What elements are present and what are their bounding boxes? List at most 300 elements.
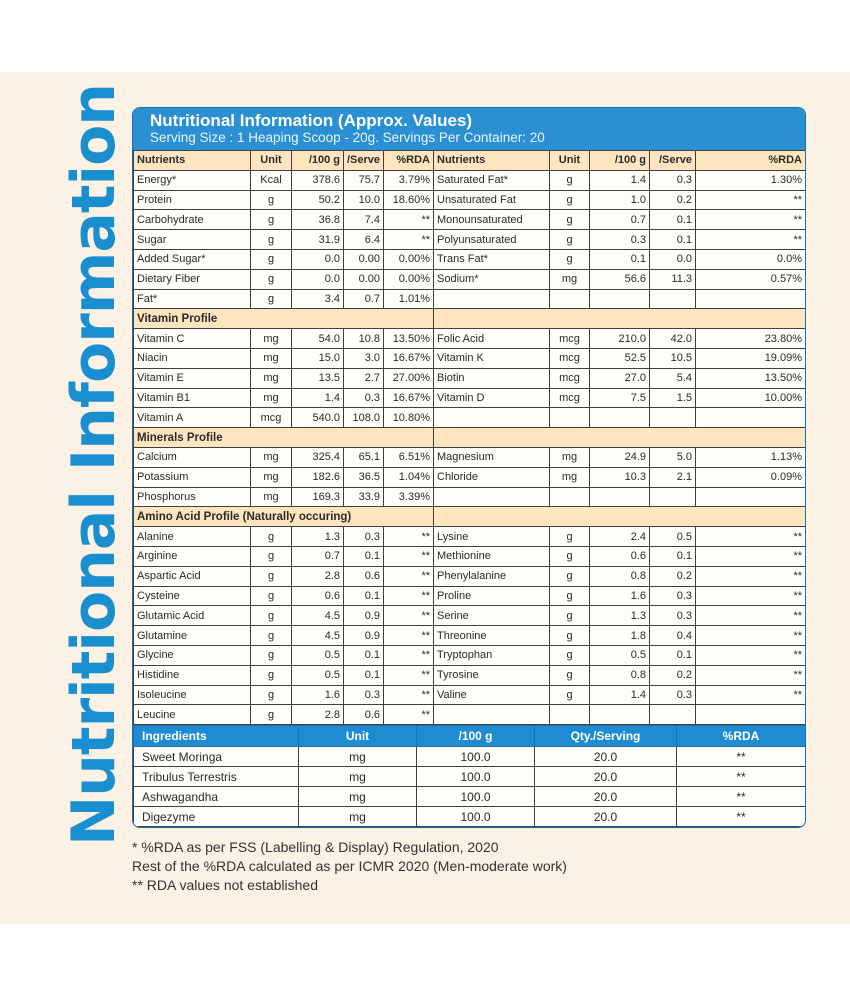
table-cell: 0.09%	[696, 467, 806, 487]
table-cell	[650, 289, 696, 309]
table-cell: 0.2	[650, 190, 696, 210]
table-cell: Qty./Serving	[535, 726, 677, 747]
table-cell: 10.80%	[384, 408, 434, 428]
table-cell: 54.0	[292, 329, 344, 349]
table-cell	[650, 408, 696, 428]
table-cell: mcg	[550, 348, 590, 368]
table-row	[134, 388, 806, 408]
table-cell: 13.50%	[696, 368, 806, 388]
table-cell: g	[251, 645, 292, 665]
table-cell: 13.50%	[384, 329, 434, 349]
ingredients-table	[133, 725, 806, 827]
table-cell: 16.67%	[384, 388, 434, 408]
table-cell: Phosphorus	[134, 487, 251, 507]
table-cell: 6.4	[344, 230, 384, 250]
table-cell: 0.1	[650, 230, 696, 250]
table-cell: 0.2	[650, 566, 696, 586]
table-cell: mg	[251, 487, 292, 507]
table-row	[134, 329, 806, 349]
table-cell: g	[251, 566, 292, 586]
table-cell: Unit	[299, 726, 417, 747]
table-cell: 182.6	[292, 467, 344, 487]
table-cell: g	[550, 606, 590, 626]
section-filler	[434, 507, 806, 527]
table-cell: 0.3	[650, 586, 696, 606]
table-cell: 75.7	[344, 170, 384, 190]
table-cell: g	[550, 546, 590, 566]
table-cell: mg	[251, 388, 292, 408]
table-cell: 2.4	[590, 527, 650, 547]
table-cell: Digezyme	[134, 807, 299, 827]
table-row	[134, 606, 806, 626]
table-cell: 0.3	[344, 388, 384, 408]
table-cell: 20.0	[535, 807, 677, 827]
table-cell: **	[384, 626, 434, 646]
table-cell: g	[251, 190, 292, 210]
table-cell: /Serve	[344, 151, 384, 171]
footnote: ** RDA values not established	[132, 877, 318, 893]
table-row	[134, 348, 806, 368]
table-cell: 20.0	[535, 787, 677, 807]
table-cell: mg	[251, 447, 292, 467]
table-cell: 24.9	[590, 447, 650, 467]
table-cell: Folic Acid	[434, 329, 550, 349]
table-cell: 1.01%	[384, 289, 434, 309]
table-row	[134, 566, 806, 586]
table-cell: **	[696, 645, 806, 665]
table-cell: g	[251, 705, 292, 725]
table-cell: 18.60%	[384, 190, 434, 210]
table-cell: 0.1	[344, 586, 384, 606]
table-cell: g	[550, 665, 590, 685]
table-cell: 0.5	[292, 645, 344, 665]
table-cell: 0.2	[650, 665, 696, 685]
table-cell: 0.1	[344, 546, 384, 566]
table-row	[134, 705, 806, 725]
table-cell: 0.00	[344, 249, 384, 269]
table-cell	[434, 705, 550, 725]
ingredients-header-row	[134, 726, 806, 747]
table-cell: 0.9	[344, 606, 384, 626]
table-cell: 0.4	[650, 626, 696, 646]
table-cell: mg	[299, 747, 417, 767]
table-cell: Cysteine	[134, 586, 251, 606]
table-cell: 325.4	[292, 447, 344, 467]
ingredient-row	[134, 747, 806, 767]
table-cell: 210.0	[590, 329, 650, 349]
table-cell: **	[384, 566, 434, 586]
table-cell: 36.5	[344, 467, 384, 487]
table-cell: 6.51%	[384, 447, 434, 467]
table-cell: **	[384, 606, 434, 626]
table-cell: 42.0	[650, 329, 696, 349]
table-cell: **	[677, 807, 806, 827]
table-cell: **	[677, 767, 806, 787]
table-cell: 5.4	[650, 368, 696, 388]
table-cell: 3.79%	[384, 170, 434, 190]
table-cell: g	[550, 566, 590, 586]
section-header	[134, 507, 806, 527]
table-cell	[650, 705, 696, 725]
table-cell: Sugar	[134, 230, 251, 250]
table-cell: **	[696, 665, 806, 685]
section-header	[134, 309, 806, 329]
table-cell: 0.3	[650, 170, 696, 190]
table-cell: Alanine	[134, 527, 251, 547]
table-cell: **	[384, 527, 434, 547]
table-cell: g	[550, 170, 590, 190]
table-cell: 2.1	[650, 467, 696, 487]
card-header	[133, 108, 805, 150]
ingredient-row	[134, 767, 806, 787]
table-cell: /100 g	[292, 151, 344, 171]
table-cell: 1.6	[590, 586, 650, 606]
table-cell: 0.8	[590, 566, 650, 586]
table-cell: 0.1	[650, 546, 696, 566]
table-cell: 20.0	[535, 747, 677, 767]
table-cell: **	[384, 230, 434, 250]
table-cell: Unit	[550, 151, 590, 171]
table-cell: 23.80%	[696, 329, 806, 349]
table-cell: Leucine	[134, 705, 251, 725]
table-cell: 31.9	[292, 230, 344, 250]
table-cell: 4.5	[292, 626, 344, 646]
table-cell: 0.3	[590, 230, 650, 250]
table-row	[134, 685, 806, 705]
table-cell: g	[251, 665, 292, 685]
table-cell: 0.6	[344, 705, 384, 725]
table-cell: 1.4	[590, 170, 650, 190]
table-cell	[434, 408, 550, 428]
table-cell	[434, 487, 550, 507]
table-cell: g	[251, 527, 292, 547]
table-cell: **	[384, 586, 434, 606]
ingredient-row	[134, 787, 806, 807]
table-cell: **	[696, 586, 806, 606]
table-cell: 0.6	[344, 566, 384, 586]
table-cell: Vitamin C	[134, 329, 251, 349]
table-cell: Glycine	[134, 645, 251, 665]
table-cell: 0.8	[590, 665, 650, 685]
table-cell	[550, 487, 590, 507]
table-cell: Aspartic Acid	[134, 566, 251, 586]
table-row	[134, 665, 806, 685]
table-cell: g	[550, 645, 590, 665]
table-cell: mg	[251, 467, 292, 487]
table-row	[134, 546, 806, 566]
table-cell: Vitamin A	[134, 408, 251, 428]
table-cell	[590, 705, 650, 725]
table-cell: 0.0	[650, 249, 696, 269]
table-cell: Dietary Fiber	[134, 269, 251, 289]
table-cell: 2.7	[344, 368, 384, 388]
table-cell: 378.6	[292, 170, 344, 190]
table-cell: Chloride	[434, 467, 550, 487]
table-cell: 33.9	[344, 487, 384, 507]
table-cell: Methionine	[434, 546, 550, 566]
table-cell: Biotin	[434, 368, 550, 388]
table-cell: /Serve	[650, 151, 696, 171]
table-cell: g	[251, 606, 292, 626]
table-cell: Polyunsaturated	[434, 230, 550, 250]
table-cell: g	[251, 289, 292, 309]
table-cell	[590, 289, 650, 309]
table-cell: 0.0%	[696, 249, 806, 269]
table-cell: 0.3	[344, 527, 384, 547]
table-cell: **	[696, 210, 806, 230]
table-row	[134, 249, 806, 269]
table-cell: Tryptophan	[434, 645, 550, 665]
table-cell: Protein	[134, 190, 251, 210]
table-cell: Unit	[251, 151, 292, 171]
table-cell: 100.0	[417, 767, 535, 787]
table-row	[134, 447, 806, 467]
table-cell: mg	[251, 368, 292, 388]
side-title: Nutritional Information	[59, 83, 129, 847]
table-cell: **	[677, 747, 806, 767]
table-cell	[650, 487, 696, 507]
table-cell: Saturated Fat*	[434, 170, 550, 190]
table-cell	[590, 487, 650, 507]
table-cell: 1.3	[590, 606, 650, 626]
section-title: Minerals Profile	[134, 428, 434, 448]
table-cell: 1.04%	[384, 467, 434, 487]
table-cell: Energy*	[134, 170, 251, 190]
table-cell: g	[550, 685, 590, 705]
table-cell: %RDA	[696, 151, 806, 171]
table-cell: 2.8	[292, 566, 344, 586]
table-row	[134, 645, 806, 665]
table-cell: 100.0	[417, 787, 535, 807]
nutrition-table	[133, 150, 806, 725]
table-cell: **	[696, 190, 806, 210]
table-cell	[590, 408, 650, 428]
table-cell: Proline	[434, 586, 550, 606]
table-cell: 1.13%	[696, 447, 806, 467]
table-cell: 0.57%	[696, 269, 806, 289]
table-cell: Niacin	[134, 348, 251, 368]
section-filler	[434, 428, 806, 448]
table-row	[134, 586, 806, 606]
table-cell: 16.67%	[384, 348, 434, 368]
table-cell: Histidine	[134, 665, 251, 685]
table-cell: 0.7	[344, 289, 384, 309]
table-cell: 11.3	[650, 269, 696, 289]
table-cell	[550, 289, 590, 309]
table-cell: 0.1	[344, 645, 384, 665]
table-cell: 10.5	[650, 348, 696, 368]
table-cell: g	[251, 685, 292, 705]
table-cell: **	[384, 665, 434, 685]
table-cell: 1.6	[292, 685, 344, 705]
table-cell	[696, 705, 806, 725]
table-cell: g	[550, 527, 590, 547]
table-cell: 52.5	[590, 348, 650, 368]
table-cell	[696, 408, 806, 428]
table-cell: g	[550, 230, 590, 250]
table-cell: 0.1	[590, 249, 650, 269]
table-cell: mg	[299, 787, 417, 807]
table-cell: mg	[299, 767, 417, 787]
table-cell: mg	[550, 467, 590, 487]
table-cell: 7.4	[344, 210, 384, 230]
table-cell: Added Sugar*	[134, 249, 251, 269]
table-cell: mcg	[550, 388, 590, 408]
table-cell: Tyrosine	[434, 665, 550, 685]
table-row	[134, 467, 806, 487]
table-cell: **	[696, 566, 806, 586]
table-cell: g	[251, 249, 292, 269]
table-cell: 0.3	[344, 685, 384, 705]
table-cell: Threonine	[434, 626, 550, 646]
table-cell: 2.8	[292, 705, 344, 725]
table-row	[134, 190, 806, 210]
table-cell: Vitamin D	[434, 388, 550, 408]
table-cell: 13.5	[292, 368, 344, 388]
table-cell: 3.39%	[384, 487, 434, 507]
footnote: Rest of the %RDA calculated as per ICMR 2020 (Men-moderate work)	[132, 858, 567, 874]
table-cell: Glutamic Acid	[134, 606, 251, 626]
table-cell: mg	[251, 348, 292, 368]
nutrition-card	[132, 107, 806, 828]
table-cell: 36.8	[292, 210, 344, 230]
table-cell: **	[384, 685, 434, 705]
table-cell: 0.0	[292, 269, 344, 289]
table-cell: Tribulus Terrestris	[134, 767, 299, 787]
table-cell: 100.0	[417, 807, 535, 827]
table-cell: 4.5	[292, 606, 344, 626]
table-cell: 100.0	[417, 747, 535, 767]
table-cell: 0.3	[650, 685, 696, 705]
table-cell: 0.00%	[384, 249, 434, 269]
table-cell: g	[251, 269, 292, 289]
table-cell: Sweet Moringa	[134, 747, 299, 767]
table-cell: g	[550, 210, 590, 230]
table-row	[134, 408, 806, 428]
table-cell: Phenylalanine	[434, 566, 550, 586]
table-cell: g	[550, 626, 590, 646]
table-row	[134, 368, 806, 388]
table-cell: 65.1	[344, 447, 384, 467]
table-cell: 15.0	[292, 348, 344, 368]
table-cell: Lysine	[434, 527, 550, 547]
table-cell: 0.00	[344, 269, 384, 289]
table-cell: 10.00%	[696, 388, 806, 408]
table-cell: g	[550, 249, 590, 269]
table-cell: 3.4	[292, 289, 344, 309]
table-cell: %RDA	[677, 726, 806, 747]
table-cell: Isoleucine	[134, 685, 251, 705]
table-cell: mcg	[550, 329, 590, 349]
table-cell	[550, 408, 590, 428]
table-cell: 3.0	[344, 348, 384, 368]
table-cell: **	[696, 626, 806, 646]
table-cell: Trans Fat*	[434, 249, 550, 269]
table-cell	[434, 289, 550, 309]
serving-info: Serving Size : 1 Heaping Scoop - 20g. Servings Per Container: 20	[150, 130, 545, 145]
table-cell: Nutrients	[434, 151, 550, 171]
table-cell: 1.5	[650, 388, 696, 408]
table-cell: Valine	[434, 685, 550, 705]
table-cell: mg	[299, 807, 417, 827]
table-cell: Calcium	[134, 447, 251, 467]
table-cell: Potassium	[134, 467, 251, 487]
table-cell: Unsaturated Fat	[434, 190, 550, 210]
table-cell	[696, 289, 806, 309]
table-cell: 1.8	[590, 626, 650, 646]
table-cell: 108.0	[344, 408, 384, 428]
table-cell: mg	[550, 269, 590, 289]
section-header	[134, 428, 806, 448]
table-cell: **	[384, 705, 434, 725]
table-cell: mcg	[550, 368, 590, 388]
table-cell: 56.6	[590, 269, 650, 289]
table-row	[134, 230, 806, 250]
table-cell: 169.3	[292, 487, 344, 507]
table-cell: 1.4	[292, 388, 344, 408]
table-cell: 50.2	[292, 190, 344, 210]
table-cell: **	[384, 645, 434, 665]
table-cell: 5.0	[650, 447, 696, 467]
table-cell: Arginine	[134, 546, 251, 566]
table-cell: Carbohydrate	[134, 210, 251, 230]
table-cell: /100 g	[590, 151, 650, 171]
table-cell: 0.1	[344, 665, 384, 685]
table-cell: 10.8	[344, 329, 384, 349]
table-cell: 540.0	[292, 408, 344, 428]
table-cell: Vitamin K	[434, 348, 550, 368]
table-row	[134, 626, 806, 646]
table-cell: **	[696, 230, 806, 250]
table-cell: Glutamine	[134, 626, 251, 646]
table-cell: %RDA	[384, 151, 434, 171]
card-title: Nutritional Information (Approx. Values)	[150, 111, 473, 130]
table-cell: 7.5	[590, 388, 650, 408]
table-cell: g	[251, 546, 292, 566]
table-cell: mg	[550, 447, 590, 467]
footnotes	[132, 838, 812, 895]
table-row	[134, 269, 806, 289]
ingredient-row	[134, 807, 806, 827]
table-cell: 0.6	[590, 546, 650, 566]
table-cell: Kcal	[251, 170, 292, 190]
table-row	[134, 487, 806, 507]
table-cell: /100 g	[417, 726, 535, 747]
table-cell	[550, 705, 590, 725]
table-cell: Vitamin B1	[134, 388, 251, 408]
table-row	[134, 210, 806, 230]
table-cell: 1.4	[590, 685, 650, 705]
table-row	[134, 289, 806, 309]
table-cell: 1.3	[292, 527, 344, 547]
table-cell: **	[696, 546, 806, 566]
table-cell: mg	[251, 329, 292, 349]
table-cell: 20.0	[535, 767, 677, 787]
table-cell: Fat*	[134, 289, 251, 309]
table-cell: 10.0	[344, 190, 384, 210]
table-cell: g	[251, 210, 292, 230]
table-cell: g	[251, 230, 292, 250]
table-cell: Nutrients	[134, 151, 251, 171]
table-cell: 0.3	[650, 606, 696, 626]
table-cell: 0.00%	[384, 269, 434, 289]
table-header-row	[134, 151, 806, 171]
table-cell: 1.0	[590, 190, 650, 210]
table-cell: Sodium*	[434, 269, 550, 289]
table-cell: 0.1	[650, 645, 696, 665]
table-row	[134, 170, 806, 190]
table-cell: 27.00%	[384, 368, 434, 388]
